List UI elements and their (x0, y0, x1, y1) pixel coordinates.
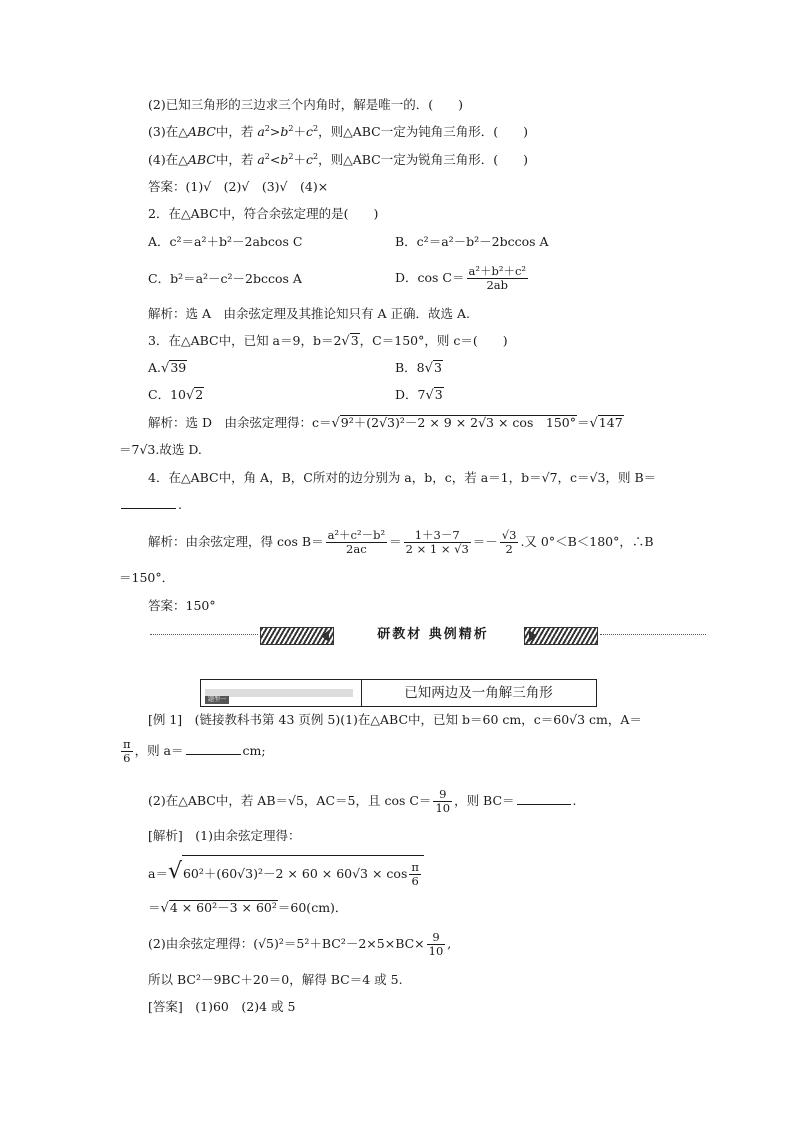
problem-4-stem: 4．在△ABC中，角 A，B，C所对的边分别为 a，b，c，若 a＝1，b＝√7，c＝√3，则 B＝ (148, 470, 657, 485)
example-1-analysis-head: [解析] (1)由余弦定理得： (148, 828, 301, 843)
fraction: $\frac{9}{10}$ (435, 787, 451, 815)
exercise-3: (3)在△ABC中，若 $a^2>b^2+c^2$，则△ABC一定为钝角三角形．( ) (148, 123, 528, 139)
fraction: $\frac{1+3-7}{2 \times 1 \times √3}$ (405, 528, 469, 556)
problem-2-option-d: D．cos C＝ $\frac{\text{a²＋b²＋c²}}{2ab}$ (395, 264, 527, 292)
problem-3-option-b: B．8√3 (395, 360, 442, 376)
example-1-solve: 所以 BC²－9BC＋20＝0，解得 BC＝4 或 5. (148, 972, 403, 987)
problem-3-option-c: C．10√2 (148, 387, 204, 403)
problem-2-option-c: C．b²＝a²－c²－2bccos A (148, 271, 302, 286)
exercise-2: (2)已知三角形的三边求三个内角时，解是唯一的．( ) (148, 97, 463, 112)
problem-3-option-d: D．7√3 (395, 387, 443, 403)
fraction: $\frac{\text{a²＋c²－b²}}{2ac}$ (327, 528, 386, 556)
fraction: $\frac{√3}{2}$ (501, 528, 517, 556)
example-1-part2-analysis: (2)由余弦定理得：(√5)²＝5²＋BC²－2×5×BC× $\frac{9}{10}$ , (148, 930, 452, 958)
problem-2-option-a: A．c²＝a²＋b²－2abcos C (148, 234, 303, 249)
example-1-a-formula: a＝√60²＋(60√3)²－2 × 60 × 60√3 × cos $\frac{\pi}{6}$ (148, 852, 424, 894)
exercise-4: (4)在△ABC中，若 $a^2<b^2+c^2$，则△ABC一定为锐角三角形．( ) (148, 151, 528, 167)
fraction: $\frac{\pi}{6}$ (411, 860, 419, 888)
section-title: 研教材 典例精析 (377, 627, 489, 642)
problem-4-analysis-cont: ＝150°． (119, 570, 175, 585)
problem-2-analysis: 解析：选 A 由余弦定理及其推论知只有 A 正确．故选 A. (148, 306, 470, 321)
topic-box (200, 679, 597, 707)
example-1-part2: (2)在△ABC中，若 AB＝√5，AC＝5，且 cos C＝ $\frac{9}{10}$ ，则 BC＝ . (148, 787, 577, 815)
problem-4-analysis: 解析：由余弦定理，得 cos B＝ $\frac{\text{a²＋c²－b²}}{2ac}$ ＝ $\frac{1+3-7}{2 \times 1 \times √3}$ ＝－ $\frac{√3}{2}$ .又 0°＜B＜180°，∴B (148, 528, 654, 556)
fraction: $\frac{\pi}{6}$ (123, 737, 131, 765)
example-1-line2: $\frac{\pi}{6}$ ，则 a＝ cm; (123, 737, 266, 765)
fraction: $\frac{9}{10}$ (428, 930, 444, 958)
banner-left-tab (260, 627, 334, 645)
problem-3-analysis-cont: ＝7√3.故选 D. (119, 442, 202, 457)
arrow-left-icon (321, 630, 329, 642)
topic-tag-cell (201, 680, 362, 706)
fraction: $\frac{\text{a²＋b²＋c²}}{2ab}$ (468, 264, 527, 292)
problem-2-option-b: B．c²＝a²－b²－2bccos A (395, 234, 549, 249)
problem-3-option-a: A.√39 (148, 360, 187, 376)
problem-4-answer: 答案：150° (148, 598, 216, 613)
answer-blank (186, 742, 241, 755)
section-banner (150, 624, 706, 646)
answer-blank (517, 792, 571, 805)
problem-4-stem-cont: . (119, 496, 182, 514)
banner-right-tab (524, 627, 598, 645)
dotted-rule (150, 634, 258, 635)
dotted-rule (600, 634, 706, 635)
answer-1: 答案：(1)√ (2)√ (3)√ (4)× (148, 179, 329, 194)
topic-title: 已知两边及一角解三角形 (404, 685, 553, 701)
topic-tag: 题型一 (205, 689, 353, 697)
example-1-answer: [答案] (1)60 (2)4 或 5 (148, 999, 296, 1014)
answer-blank (121, 496, 176, 509)
problem-3-stem: 3．在△ABC中，已知 a＝9，b＝2√3，C＝150°，则 c＝( ) (148, 333, 508, 349)
problem-3-analysis: 解析：选 D 由余弦定理得：c＝√9²＋(2√3)²－2 × 9 × 2√3 × cos 150°＝√147 (148, 415, 623, 431)
example-1-line1: [例 1] (链接教科书第 43 页例 5)(1)在△ABC中，已知 b＝60 cm，c＝60√3 cm，A＝ (148, 712, 642, 727)
arrow-right-icon (529, 630, 537, 642)
problem-2-stem: 2．在△ABC中，符合余弦定理的是( ) (148, 206, 379, 221)
example-1-a-result: ＝√4 × 60²－3 × 60²＝60(cm)． (148, 900, 348, 916)
